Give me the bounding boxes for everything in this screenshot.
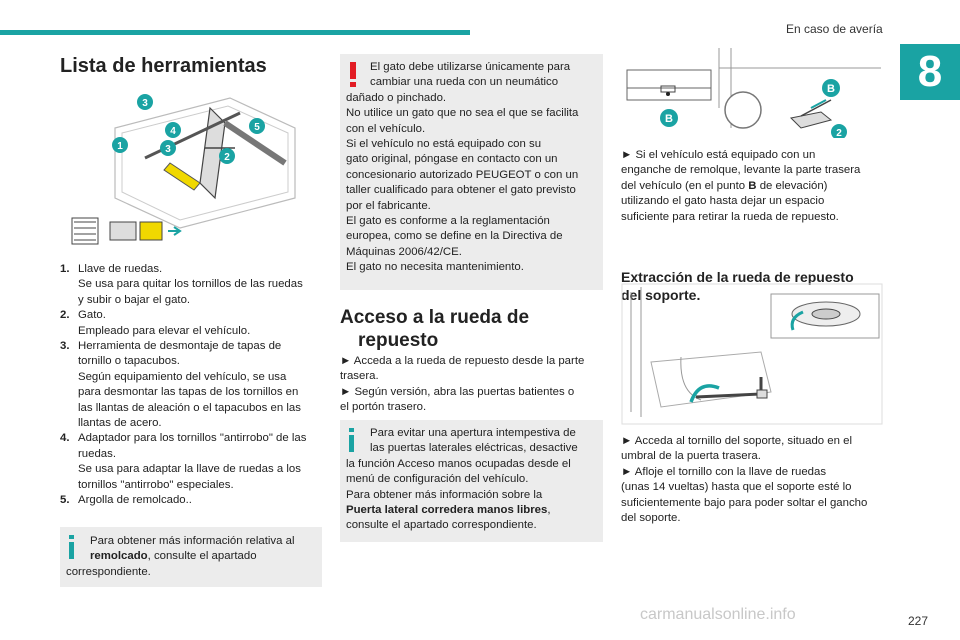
heading-spare-wheel-access: Acceso a la rueda de repuesto: [340, 307, 530, 351]
marker-2-jack: [831, 124, 847, 138]
info-text: Para obtener más información relativa al remolcado, consulte el apartado correspondiente.: [66, 535, 295, 578]
marker-2: [219, 148, 235, 164]
svg-text:1: 1: [117, 141, 123, 152]
marker-5: [249, 118, 265, 134]
svg-text:3: 3: [142, 98, 148, 109]
svg-text:5: 5: [254, 122, 260, 133]
svg-text:B: B: [665, 113, 673, 125]
tool-item: 2. Gato. Empleado para elevar el vehículo.: [60, 309, 251, 337]
page-number: 227: [908, 614, 929, 628]
info-box-doors: [340, 420, 603, 542]
marker-3-top: [137, 94, 153, 110]
tool-list: [60, 262, 322, 509]
info-box-towing: [60, 527, 322, 587]
tool-kit-illustration: [60, 88, 322, 248]
svg-text:2: 2: [836, 128, 842, 138]
warning-box-jack: [340, 54, 603, 290]
svg-text:B: B: [827, 83, 835, 95]
svg-text:2: 2: [224, 152, 230, 163]
svg-text:4: 4: [170, 126, 176, 137]
tool-item: 4. Adaptador para los tornillos "antirrobo" de las ruedas. Se usa para adaptar la llave de ruedas a los tornillos "antirrobo" especiales.: [60, 432, 307, 491]
watermark: carmanualsonline.info: [640, 606, 796, 623]
warning-text: El gato debe utilizarse únicamente para cambiar una rueda con un neumático dañado o pinchado. No utilice un gato que no sea el que se facilita con el vehículo. Si el vehículo no está equipado con su gato original, póngase en contacto con un concesionario autorizado PEUGEOT o con un taller cualificado para obtener el gato previsto por el fabricante. El gato es conforme a la reglamentación europea, como se define en la Directiva de Máquinas 2006/42/CE. El gato no necesita mantenimiento.: [346, 61, 579, 274]
page-title: Lista de herramientas: [60, 55, 267, 77]
bolt-steps: ► Acceda al tornillo del soporte, situado en el umbral de la puerta trasera. ► Afloje el tornillo con la llave de ruedas (unas 14 vueltas) hasta que el soporte esté lo suficientemente bajo para poder soltar el gancho del soporte.: [621, 435, 868, 525]
lift-point-illustration: [621, 48, 883, 138]
marker-1: [112, 137, 128, 153]
header-accent-bar: [0, 30, 470, 35]
tool-item: 3. Herramienta de desmontaje de tapas de tornillo o tapacubos. Según equipamiento del vehículo, se usa para desmontar las tapas de los tornillos en las llantas de aleación o el tapacubos en las llantas de acero.: [60, 340, 301, 430]
section-title: En caso de avería: [786, 22, 883, 36]
towbar-lift-instructions: ► Si el vehículo está equipado con un enganche de remolque, levante la parte trasera del vehículo (en el punto B de elevación) utilizando el gato hasta dejar un espacio suficiente para retirar la rueda de repuesto.: [621, 149, 861, 223]
chapter-badge: 8: [900, 44, 960, 100]
marker-b-right: [822, 79, 840, 97]
access-steps: ► Acceda a la rueda de repuesto desde la parte trasera. ► Según versión, abra las puertas batientes o el portón trasero.: [340, 355, 585, 414]
info-text: Para evitar una apertura intempestiva de las puertas laterales eléctricas, desactive la función Acceso manos ocupadas desde el menú de configuración del vehículo. Para obtener más información sobre la Puerta lateral corredera manos libres, consulte el apartado correspondiente.: [346, 427, 578, 532]
subheading-remove-spare: Extracción de la rueda de repuesto del soporte.: [621, 269, 854, 303]
tool-item: 5. Argolla de remolcado..: [60, 494, 192, 507]
marker-b-left: [660, 109, 678, 127]
spare-wheel-bolt-illustration: [621, 282, 883, 427]
tool-item: 1. Llave de ruedas. Se usa para quitar los tornillos de las ruedas y subir o bajar el gato.: [60, 263, 303, 306]
marker-3-mid: [160, 140, 176, 156]
svg-text:3: 3: [165, 144, 171, 155]
marker-4: [165, 122, 181, 138]
